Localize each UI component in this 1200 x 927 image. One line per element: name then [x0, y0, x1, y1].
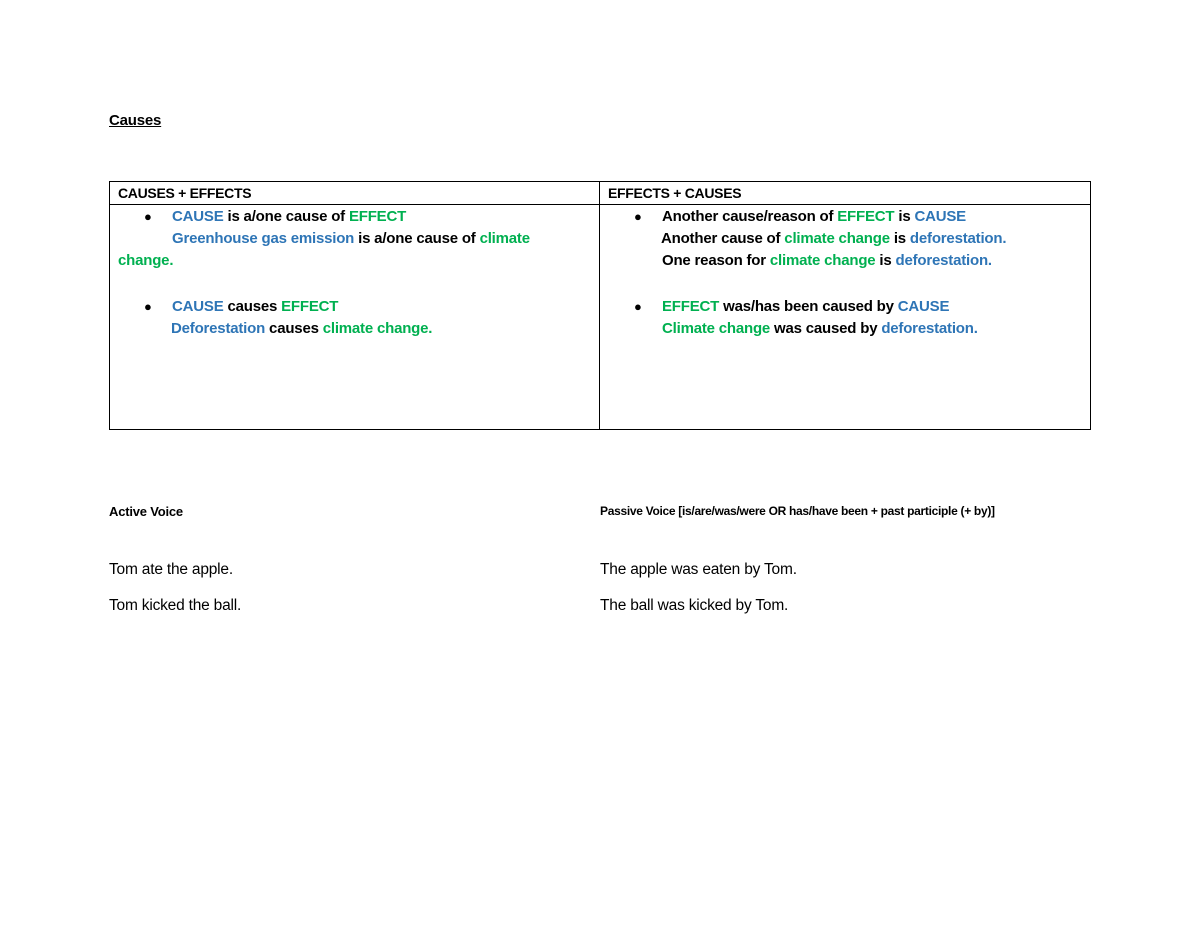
pattern-cause-is-cause-of-effect — [172, 206, 406, 228]
effect-term: climate change — [784, 230, 890, 247]
cause-term: deforestation. — [909, 230, 1007, 247]
example-greenhouse-gas-wrap: change. — [118, 252, 174, 269]
header-effects-causes: EFFECTS + CAUSES — [608, 185, 742, 201]
effect-term: EFFECT — [662, 298, 720, 315]
passive-example: The apple was eaten by Tom. — [600, 561, 797, 578]
bullet-icon: ● — [144, 209, 152, 224]
example-one-reason — [662, 250, 992, 272]
causes-effects-cell — [110, 205, 600, 429]
cause-term: CAUSE — [897, 298, 950, 315]
connector-text: is — [875, 252, 896, 269]
table-body-row — [110, 205, 1090, 429]
bullet-icon: ● — [634, 299, 642, 314]
effect-term: climate change — [769, 252, 876, 269]
cause-term: CAUSE — [914, 208, 966, 225]
example-climate-change-caused — [662, 318, 978, 340]
page-heading: Causes — [109, 112, 162, 129]
connector-text: was/has been caused by — [719, 298, 898, 315]
cause-term: Greenhouse gas emission — [172, 230, 355, 247]
connector-text: is — [889, 230, 910, 247]
effect-term: EFFECT — [837, 208, 895, 225]
cause-term: CAUSE — [172, 208, 224, 225]
effect-term: climate — [479, 230, 530, 247]
cause-effect-table — [109, 181, 1091, 430]
connector-text: One reason for — [662, 252, 770, 269]
effect-term: Climate change — [662, 320, 771, 337]
connector-text: Another cause of — [661, 230, 785, 247]
header-causes-effects: CAUSES + EFFECTS — [110, 182, 600, 204]
cause-term: CAUSE — [172, 298, 224, 315]
connector-text: is — [894, 208, 915, 225]
active-voice-label: Active Voice — [109, 504, 183, 519]
connector-text: is a/one cause of — [223, 208, 349, 225]
passive-voice-label: Passive Voice [is/are/was/were OR has/have been + past participle (+ by)] — [600, 504, 995, 518]
table-header-row — [110, 182, 1090, 205]
example-greenhouse-gas — [172, 228, 530, 250]
passive-example: The ball was kicked by Tom. — [600, 597, 789, 614]
connector-text: is a/one cause of — [354, 230, 480, 247]
connector-text: causes — [265, 320, 323, 337]
active-example: Tom ate the apple. — [109, 561, 233, 578]
pattern-another-cause-of-effect — [662, 206, 966, 228]
effects-causes-cell — [600, 205, 1090, 429]
active-example: Tom kicked the ball. — [109, 597, 242, 614]
cause-term: Deforestation — [171, 320, 266, 337]
bullet-icon: ● — [634, 209, 642, 224]
example-another-cause — [661, 228, 1006, 250]
connector-text: was caused by — [770, 320, 882, 337]
connector-text: causes — [223, 298, 282, 315]
connector-text: Another cause/reason of — [662, 208, 838, 225]
cause-term: deforestation. — [881, 320, 978, 337]
effect-term: EFFECT — [348, 208, 407, 225]
cause-term: deforestation. — [895, 252, 992, 269]
bullet-icon: ● — [144, 299, 152, 314]
effect-term: climate change. — [322, 320, 433, 337]
example-deforestation-causes — [171, 318, 432, 340]
pattern-effect-caused-by-cause — [662, 296, 949, 318]
effect-term: EFFECT — [281, 298, 339, 315]
pattern-cause-causes-effect — [172, 296, 338, 318]
